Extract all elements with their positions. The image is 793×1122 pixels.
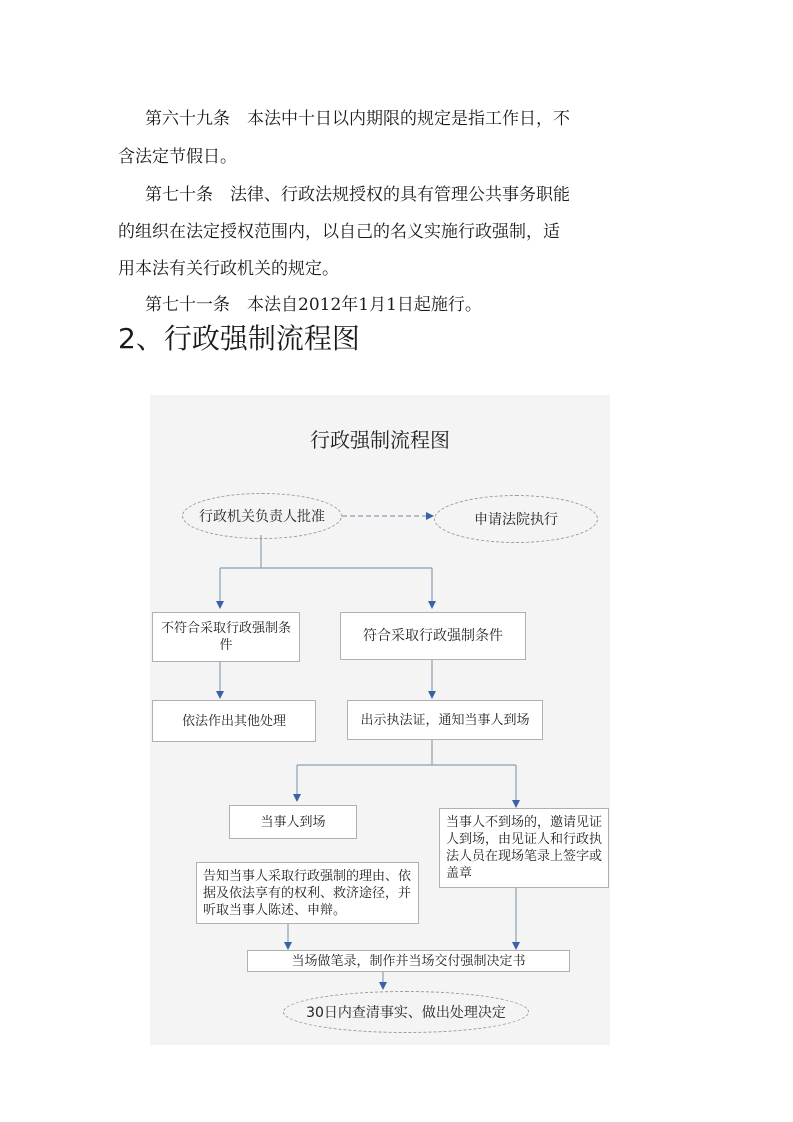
node-court	[434, 495, 598, 543]
article-70-line-2: 的组织在法定授权范围内，以自己的名义实施行政强制，适	[118, 222, 560, 242]
node-show-credentials-label: 出示执法证，通知当事人到场	[360, 712, 530, 728]
node-party-absent	[439, 808, 609, 888]
node-party-present	[229, 805, 357, 839]
article-69-line-1: 第六十九条 本法中十日以内期限的规定是指工作日，不	[145, 109, 570, 129]
node-decision-label: 30日内查清事实、做出处理决定	[306, 1005, 506, 1021]
node-meet-label: 符合采取行政强制条件	[363, 627, 503, 644]
article-69-line-2: 含法定节假日。	[118, 147, 237, 167]
node-court-label: 申请法院执行	[474, 512, 558, 528]
article-71-line-1: 第七十一条 本法自2012年1月1日起施行。	[145, 295, 482, 315]
article-70-line-3: 用本法有关行政机关的规定。	[118, 259, 339, 279]
node-approve	[182, 493, 342, 539]
node-decision	[283, 991, 529, 1033]
article-70-line-1: 第七十条 法律、行政法规授权的具有管理公共事务职能	[145, 185, 570, 205]
section-heading: 2、行政强制流程图	[118, 322, 360, 355]
node-not-meet-label: 不符合采取行政强制条件	[160, 621, 291, 653]
flowchart-title: 行政强制流程图	[310, 428, 450, 452]
node-approve-label: 行政机关负责人批准	[199, 509, 325, 525]
flowchart-figure	[150, 395, 610, 1045]
node-party-absent-label: 当事人不到场的，邀请见证人到场，由见证人和行政执法人员在现场笔录上签字或盖章	[446, 815, 603, 881]
node-party-present-label: 当事人到场	[260, 814, 326, 830]
node-inform-label: 告知当事人采取行政强制的理由、依据及依法享有的权利、救济途径，并听取当事人陈述、申辩。	[203, 868, 412, 918]
node-record	[247, 950, 570, 972]
node-record-label: 当场做笔录，制作并当场交付强制决定书	[291, 953, 526, 969]
node-not-meet	[152, 612, 300, 662]
node-other-handling	[152, 700, 316, 742]
node-meet	[340, 612, 526, 660]
node-other-handling-label: 依法作出其他处理	[181, 713, 286, 729]
node-inform	[196, 862, 419, 924]
node-show-credentials	[347, 700, 543, 740]
